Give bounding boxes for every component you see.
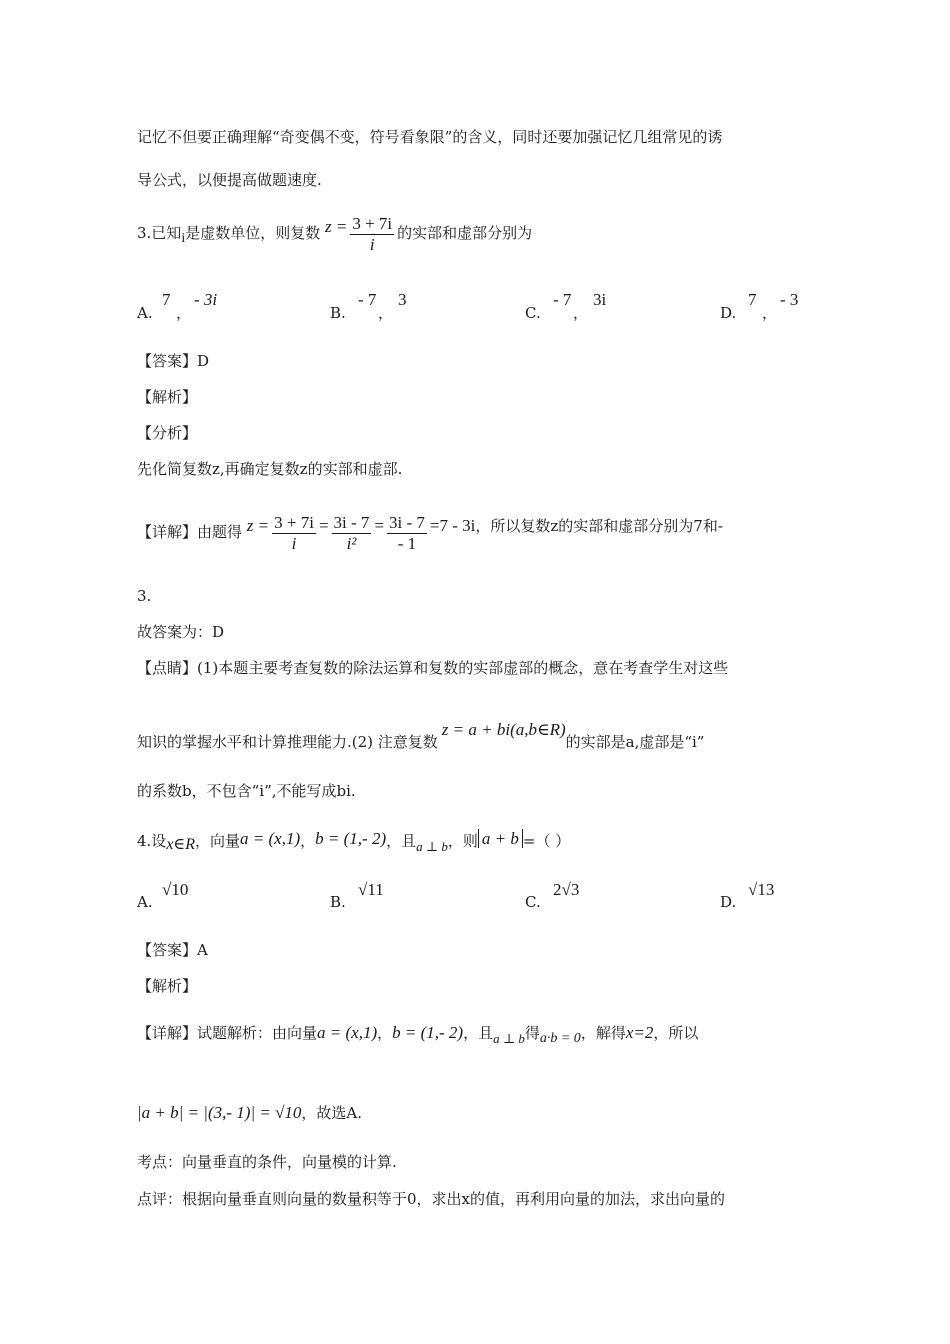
q3-detail-eq-1: = [318, 516, 329, 535]
intro-line-2: 导公式，以便提高做题速度. [137, 171, 322, 189]
q3-option-a-v1: 7 [162, 290, 171, 309]
q4-answer: 【答案】A [137, 941, 208, 959]
intro-line-1: 记忆不但要正确理解“奇变偶不变，符号看象限”的含义，同时还要加强记忆几组常见的诱 [137, 128, 723, 146]
q3-complex-form: z = a + bi(a,b∈R) [441, 720, 566, 739]
q4-dianping: 点评：根据向量垂直则向量的数量积等于0，求出x的值，再利用向量的加法，求出向量的 [137, 1190, 726, 1208]
q4-option-c-value: 2√3 [553, 880, 580, 899]
q4-option-a-value: √10 [162, 880, 189, 899]
q4-option-a-label: A. [137, 893, 153, 911]
q3-detail-frac-3: $\frac{3i - 7}{- 1}$ [389, 512, 425, 553]
q3-detail-frac-2: $\frac{3i - 7}{\text{i²}}$ [333, 512, 370, 553]
q3-mid: 是虚数单位，则复数 [185, 224, 321, 242]
q4-vector-b: b = (1,- 2) [315, 829, 387, 848]
q3-detail-line [137, 505, 723, 554]
q3-final-answer: 故答案为：D [137, 623, 225, 641]
q4-x-in-r: x∈R [166, 836, 196, 853]
q3-detail-z: z = [246, 516, 270, 535]
q4-perp-condition: a ⊥ b [416, 839, 448, 854]
q4-analysis-heading: 【解析】 [137, 977, 198, 995]
q4-detail-modulus: |a + b| = |(3,- 1)| = √10 [137, 1103, 302, 1122]
q4-detail-line-1: 【详解】试题解析：由向量a = (x,1)，b = (1,- 2)，且a ⊥ b得a·b = 0，解得x=2，所以 [137, 1023, 699, 1046]
q3-detail-result: =7 - 3i [429, 516, 476, 535]
q4-option-b-label: B. [330, 893, 346, 911]
q3-option-c-v2: 3i [593, 290, 607, 309]
q3-stem [137, 206, 532, 260]
q4-abs-expression: a + b [478, 829, 523, 848]
q4-detail-vector-a: a = (x,1) [317, 1023, 378, 1042]
q4-vector-a: a = (x,1) [240, 829, 301, 848]
q3-analysis-heading: 【解析】 [137, 388, 198, 406]
q3-dianjing-line-3: 的系数b，不包含“i”,不能写成bi. [137, 782, 356, 800]
q3-dianjing-line-1: 【点睛】(1)本题主要考查复数的除法运算和复数的实部虚部的概念，意在考查学生对这些 [137, 659, 729, 677]
q3-option-b-comma: ， [378, 304, 394, 322]
q4-detail-x-value: x=2 [625, 1023, 654, 1042]
q3-option-a-label: A. [137, 304, 153, 322]
q4-option-d-value: √13 [748, 880, 775, 899]
q3-option-a-v2: - 3i [194, 290, 218, 309]
q3-option-d-label: D. [720, 304, 737, 322]
q4-detail-perp: a ⊥ b [493, 1031, 525, 1046]
q3-option-b-v2: 3 [398, 290, 407, 309]
q3-frac-num: 3 + 7i [352, 213, 393, 233]
q3-option-b-v1: - 7 [358, 290, 377, 309]
q3-option-c-label: C. [525, 304, 541, 322]
q3-detail-label: 【详解】由题得 [137, 523, 243, 541]
q3-option-b-label: B. [330, 304, 346, 322]
q3-answer: 【答案】D [137, 352, 210, 370]
q4-option-c-label: C. [525, 893, 541, 911]
q3-option-a-comma: ， [176, 304, 192, 322]
q4-stem: 4.设x∈R，向量a = (x,1)，b = (1,- 2)，且a ⊥ b，则 a + b =（ ） [137, 829, 571, 854]
q3-fenxi-text: 先化简复数z,再确定复数z的实部和虚部. [137, 460, 403, 478]
q3-prefix: 3.已知 [137, 224, 182, 242]
q3-z-eq: z = [325, 217, 348, 236]
q3-detail-eq-2: = [374, 516, 385, 535]
q4-option-b-value: √11 [358, 880, 384, 899]
q3-detail-frac-1: $\frac{3 + 7i}{i}$ [274, 512, 314, 553]
q3-dianjing-line-2: 知识的掌握水平和计算推理能力.(2) 注意复数z = a + bi(a,b∈R)的实部是a,虚部是“i” [137, 720, 705, 751]
q3-detail-tail: ，所以复数z的实部和虚部分别为7和- [475, 517, 723, 535]
q4-kaodian: 考点：向量垂直的条件，向量模的计算. [137, 1153, 397, 1171]
q3-detail-continuation: 3. [137, 587, 152, 605]
q4-option-d-label: D. [720, 893, 737, 911]
q3-option-d-comma: ， [762, 304, 778, 322]
q4-detail-line-2: |a + b| = |(3,- 1)| = √10，故选A. [137, 1103, 363, 1122]
q3-frac-den: i [369, 234, 375, 254]
q4-detail-dot-product: a·b = 0 [539, 1031, 581, 1046]
q3-option-d-v2: - 3 [780, 290, 799, 309]
q4-detail-vector-b: b = (1,- 2) [392, 1023, 464, 1042]
q3-option-d-v1: 7 [748, 290, 757, 309]
q3-option-c-comma: ， [573, 304, 589, 322]
q3-option-c-v1: - 7 [553, 290, 572, 309]
q3-suffix: 的实部和虚部分别为 [397, 224, 533, 242]
q3-fenxi-heading: 【分析】 [137, 424, 198, 442]
q3-fraction [350, 214, 394, 255]
q3-i-symbol: i [181, 231, 186, 246]
